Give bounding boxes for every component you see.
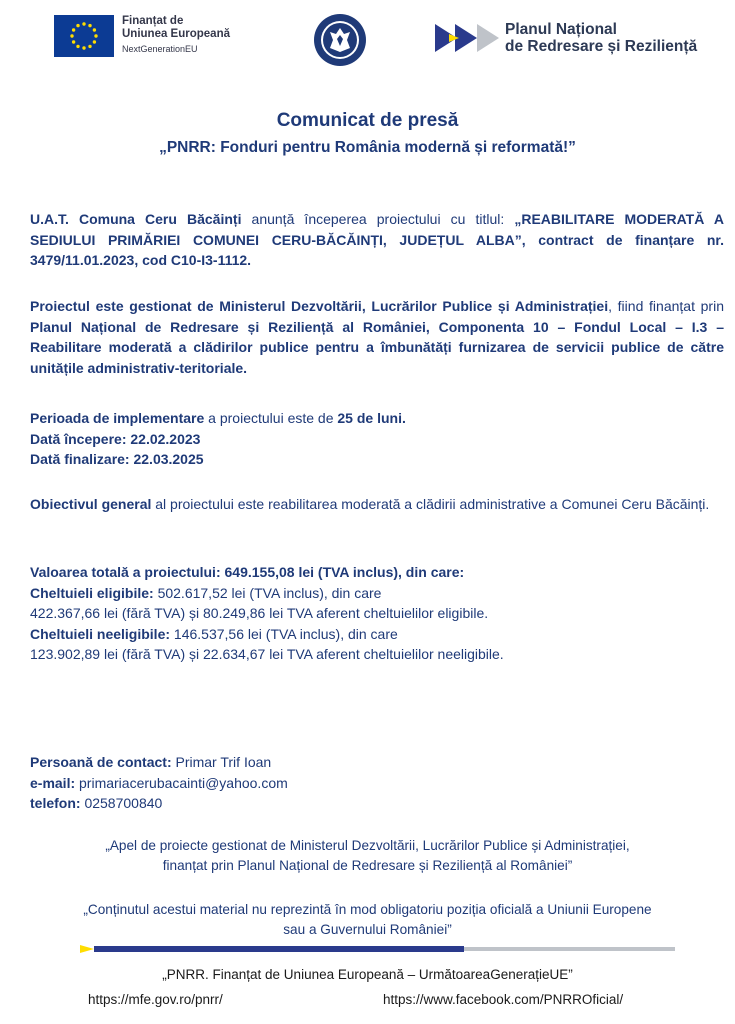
- eu-logo-line1: Finanțat de: [122, 15, 184, 27]
- eligible-detail: 422.367,66 lei (fără TVA) și 80.249,86 lei TVA aferent cheltuielilor eligibile.: [30, 605, 489, 621]
- pnrr-logo-line1: Planul Național: [505, 21, 617, 38]
- phone-number[interactable]: 0258700840: [80, 795, 163, 811]
- end-date: Dată finalizare: 22.03.2025: [30, 451, 204, 467]
- eu-flag-icon: [54, 15, 114, 57]
- contract-info: , contract de finanțare nr. 3479/11.01.2023, cod C10-I3-1112.: [30, 231, 724, 268]
- call-note: [20, 836, 715, 876]
- call-note-line1: „Apel de proiecte gestionat de Ministerul Dezvoltării, Lucrărilor Publice și Administrației,: [105, 838, 630, 853]
- ineligible-label: Cheltuieli neeligibile:: [30, 625, 171, 642]
- email-label: e-mail:: [30, 774, 76, 791]
- project-announcement: [30, 209, 724, 271]
- disclaimer-line2: sau a Guvernului României”: [283, 922, 452, 937]
- phone-label: telefon:: [30, 795, 81, 811]
- project-management: [30, 296, 724, 378]
- total-value: Valoarea totală a proiectului: 649.155,08 lei (TVA inclus), din care:: [30, 564, 465, 580]
- page-subtitle: „PNRR: Fonduri pentru România modernă și reformată!”: [159, 139, 576, 156]
- footer-divider: [80, 945, 675, 953]
- contact-person-label: Persoană de contact:: [30, 754, 172, 770]
- eu-logo-line2: Uniunea Europeană: [122, 28, 230, 40]
- announce-text: anunță începerea proiectului cu titlul:: [241, 211, 515, 227]
- implementation-text: a proiectului este de: [204, 410, 338, 426]
- contact-info: [30, 752, 724, 814]
- uat-name: U.A.T. Comuna Ceru Băcăinți: [30, 211, 242, 227]
- pnrr-arrow-icon: [435, 20, 499, 56]
- ministry-name: Proiectul este gestionat de Ministerul Dezvoltării, Lucrărilor Publice și Administrației: [30, 298, 609, 314]
- mfe-link[interactable]: https://mfe.gov.ro/pnrr/: [88, 992, 223, 1007]
- call-note-line2: finanțat prin Planul Național de Redresare și Reziliență al României”: [162, 858, 573, 873]
- general-objective: [30, 494, 724, 515]
- objective-label: Obiectivul general: [30, 496, 152, 512]
- disclaimer-note: [20, 900, 715, 940]
- footer-arrow-icon: [80, 945, 94, 953]
- eligible-text: 502.617,52 lei (TVA inclus), din care: [153, 584, 382, 601]
- implementation-label: Perioada de implementare: [30, 410, 205, 426]
- objective-text: al proiectului este reabilitarea moderată a clădirii administrative a Comunei Ceru Băcăinți.: [151, 496, 710, 512]
- eu-logo-line3: NextGenerationEU: [122, 44, 198, 54]
- eu-logo: [54, 15, 230, 57]
- ineligible-text: 146.537,56 lei (TVA inclus), din care: [170, 625, 398, 642]
- pnrr-component: Planul Național de Redresare și Reziliență al României, Componenta 10 – Fondul Local – I.3 – Reabilitare moderată a clădirilor publice pentru a îmbunătăți furnizarea de servicii publice de către unitățile administrativ-teritoriale.: [30, 318, 724, 376]
- disclaimer-line1: „Conținutul acestui material nu reprezintă în mod obligatoriu poziția oficială a Uniunii Europene: [83, 902, 652, 917]
- implementation-period: [30, 408, 724, 470]
- footer-bar-grey: [464, 947, 675, 951]
- eligible-label: Cheltuieli eligibile:: [30, 584, 154, 601]
- start-date: Dată începere: 22.02.2023: [30, 430, 201, 447]
- pnrr-logo: [435, 20, 697, 56]
- implementation-duration: 25 de luni.: [337, 410, 406, 426]
- government-seal-icon: [313, 13, 367, 67]
- ineligible-detail: 123.902,89 lei (fără TVA) și 22.634,67 lei TVA aferent cheltuielilor neeligibile.: [30, 646, 504, 662]
- email-address[interactable]: primariacerubacainti@yahoo.com: [75, 774, 288, 791]
- project-value: [30, 562, 724, 665]
- footer-tagline: „PNRR. Finanțat de Uniunea Europeană – UrmătoareaGenerațieUE”: [162, 967, 573, 982]
- project-title: „REABILITARE MODERATĂ A SEDIULUI PRIMĂRIEI COMUNEI CERU-BĂCĂINȚI, JUDEȚUL ALBA”: [30, 211, 725, 248]
- contact-person: Primar Trif Ioan: [171, 754, 272, 770]
- page-title: Comunicat de presă: [276, 110, 459, 131]
- pnrr-logo-line2: de Redresare și Reziliență: [505, 38, 698, 55]
- footer-bar-blue: [94, 946, 464, 952]
- facebook-link[interactable]: https://www.facebook.com/PNRROficial/: [383, 992, 624, 1007]
- funding-text: , fiind finanțat prin: [608, 298, 724, 314]
